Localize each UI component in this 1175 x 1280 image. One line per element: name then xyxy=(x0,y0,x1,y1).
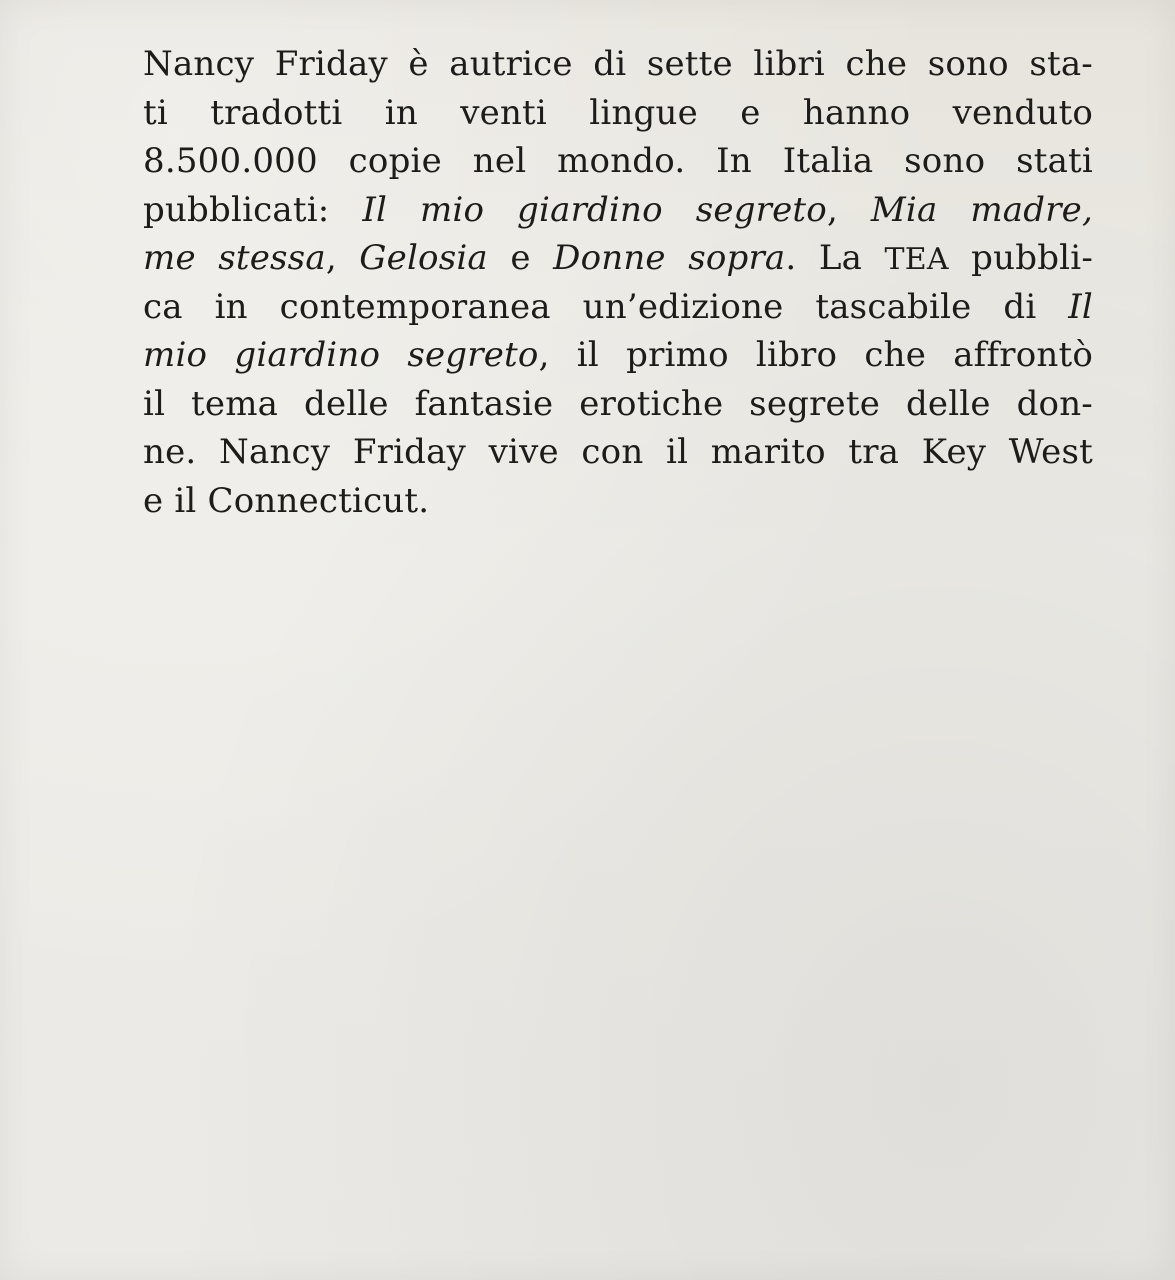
publisher-name: TEA xyxy=(884,242,949,277)
bio-text: e xyxy=(487,238,554,278)
bio-text: ca in contemporanea un’edizione tascabile di xyxy=(143,286,1069,327)
book-title-mia-madre: Mia madre, xyxy=(870,189,1093,230)
bio-line-9: ne. Nancy Friday vive con il marito tra Key West xyxy=(143,432,1093,472)
bio-line-1: Nancy Friday è autrice di sette libri che sono sta- xyxy=(143,44,1093,84)
bio-text: . La xyxy=(785,238,885,278)
bio-text: pubblicati: xyxy=(143,189,363,230)
bio-line-3: 8.500.000 copie nel mondo. In Italia sono stati xyxy=(143,141,1093,181)
bio-line-4 xyxy=(143,186,1093,235)
book-title-mio-giardino-segreto: mio giardino segreto xyxy=(143,335,539,375)
bio-line-2: ti tradotti in venti lingue e hanno venduto xyxy=(143,92,1093,133)
bio-line-6 xyxy=(143,283,1093,332)
book-title-il: Il xyxy=(1068,286,1093,327)
bio-line-7 xyxy=(143,331,1093,380)
book-title-me-stessa: me stessa xyxy=(143,238,326,278)
book-title-donne-sopra: Donne sopra xyxy=(553,238,786,278)
book-title-il-mio-giardino-segreto: Il mio giardino segreto xyxy=(362,189,827,230)
bio-text: pubbli- xyxy=(948,238,1093,278)
bio-text: , xyxy=(325,238,360,278)
bio-line-5 xyxy=(143,234,1093,283)
book-title-gelosia: Gelosia xyxy=(359,238,488,278)
bio-line-10: e il Connecticut. xyxy=(143,480,430,521)
bio-line-8: il tema delle fantasie erotiche segrete delle don- xyxy=(143,383,1093,424)
author-bio-paragraph xyxy=(143,40,1093,525)
bio-text: , xyxy=(826,189,871,230)
bio-text: , il primo libro che affrontò xyxy=(538,335,1093,375)
